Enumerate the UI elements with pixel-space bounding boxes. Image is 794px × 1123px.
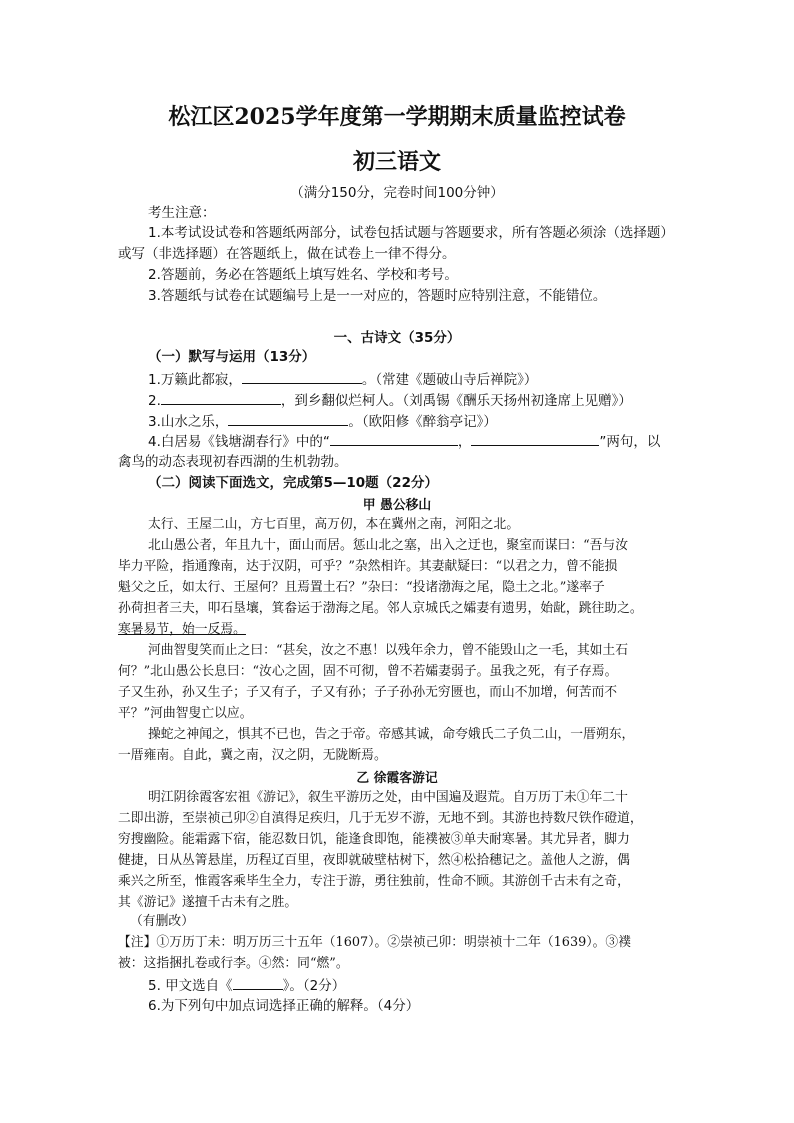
subsection-heading: （二）阅读下面选文，完成第5—10题（22分） [148, 475, 438, 491]
text-a-line: 操蛇之神闻之，惧其不已也，告之于帝。帝感其诚，命夸娥氏二子负二山，一厝朔东， [148, 727, 635, 742]
text-a-line: 魁父之丘，如太行、王屋何？且焉置土石？”杂曰：“投诸渤海之尾，隐土之北。”遂率子 [118, 580, 605, 595]
footnote-line: 被：这指捆扎卷或行李。④然：同“燃”。 [118, 956, 349, 971]
section-heading: 一、古诗文（35分） [333, 330, 461, 346]
notice-line: 2.答题前，务必在答题纸上填写姓名、学校和考号。 [148, 267, 458, 283]
text-b-line: 乘兴之所至，惟霞客乘毕生全力，专注于游，勇往独前，性命不顾。其游创千古未有之奇， [118, 874, 630, 889]
text-b-line: 健捷，日从丛箐悬崖，历程辽百里，夜即就破壁枯树下，然④松拾穗记之。盖他人之游，偶 [118, 853, 630, 868]
question-1 [148, 369, 537, 390]
text-a-line: 平？”河曲智叟亡以应。 [118, 706, 253, 721]
notice-line: 或写（非选择题）在答题纸上，做在试卷上一律不得分。 [118, 246, 456, 262]
question-text: 2. [148, 393, 161, 409]
text-b-line: 其《游记》遂擅千古未有之胜。 [118, 895, 298, 910]
answer-blank[interactable] [161, 390, 281, 405]
answer-blank[interactable] [228, 411, 348, 426]
text-a-line: 太行、王屋二山，方七百里，高万仞，本在冀州之南，河阳之北。 [148, 517, 520, 532]
answer-blank[interactable] [330, 431, 458, 446]
question-text: ， [457, 434, 472, 450]
notice-heading: 考生注意： [148, 205, 216, 221]
text-a-line: 子又生孙，孙又生子；子又有子，子又有孙；子子孙孙无穷匮也，而山不加增，何苦而不 [118, 685, 618, 700]
question-text: 4.白居易《钱塘湖春行》中的“ [148, 434, 330, 450]
question-text: 5. 甲文选自《 [148, 978, 233, 994]
text-b-title: 乙 徐霞客游记 [356, 771, 438, 786]
notice-line: 1.本考试设试卷和答题纸两部分，试卷包括试题与答题要求，所有答题必须涂（选择题） [148, 225, 674, 241]
text-a-underlined: 寒暑易节，始一反焉。 [118, 622, 246, 637]
answer-blank[interactable] [471, 431, 599, 446]
question-text: 1.万籁此都寂， [148, 372, 242, 388]
question-text: 。（欧阳修《醉翁亭记》） [348, 414, 497, 430]
text-a-title: 甲 愚公移山 [362, 498, 432, 513]
text-b-line: 穷搜幽险。能霜露下宿，能忍数日饥，能逢食即饱，能襆被③单夫耐寒暑。其尤异者，脚力 [118, 832, 630, 847]
subsection-heading: （一）默写与运用（13分） [148, 349, 316, 365]
text-a-line: 北山愚公者，年且九十，面山而居。惩山北之塞，出入之迂也，聚室而谋曰：“吾与汝 [148, 538, 629, 553]
exam-subject: 初三语文 [352, 149, 441, 175]
question-text: ”两句，以 [599, 434, 661, 450]
question-3 [148, 411, 497, 432]
text-a-line: 孙荷担者三夫，叩石垦壤，箕畚运于渤海之尾。邻人京城氏之孀妻有遗男，始龀，跳往助之。 [118, 601, 643, 616]
text-b-line: 二即出游，至崇祯己卯②自滇得足疾归，几于无岁不游，无地不到。其游也持数尺铁作磴道， [118, 811, 643, 826]
notice-line: 3.答题纸与试卷在试题编号上是一一对应的，答题时应特别注意，不能错位。 [148, 288, 607, 304]
text-a-line: 河曲智叟笑而止之曰：“甚矣，汝之不惠！以残年余力，曾不能毁山之一毛，其如土石 [148, 643, 629, 658]
question-5 [148, 975, 345, 996]
text-a-line: 毕力平险，指通豫南，达于汉阴，可乎？”杂然相许。其妻献疑曰：“以君之力，曾不能损 [118, 559, 618, 574]
question-4-cont: 禽鸟的动态表现初春西湖的生机勃勃。 [118, 454, 348, 470]
question-text: 》。（2分） [282, 978, 346, 994]
answer-blank[interactable] [233, 975, 283, 990]
question-text: 3.山水之乐， [148, 414, 229, 430]
text-b-note: （有删改） [130, 914, 194, 929]
question-text: ，到乡翻似烂柯人。（刘禹锡《酬乐天扬州初逢席上见赠》） [280, 393, 632, 409]
question-2 [148, 390, 632, 411]
text-b-line: 明江阴徐霞客宏祖《游记》，叙生平游历之处，由中国遍及遐荒。自万历丁未①年二十 [148, 790, 628, 805]
question-4 [148, 431, 660, 452]
question-text: 。（常建《题破山寺后禅院》） [361, 372, 538, 388]
exam-info: （满分150分，完卷时间100分钟） [290, 185, 504, 201]
answer-blank[interactable] [242, 369, 362, 384]
question-6: 6.为下列句中加点词选择正确的解释。（4分） [148, 998, 420, 1014]
exam-title: 松江区2025学年度第一学期期末质量监控试卷 [168, 104, 626, 130]
text-a-line: 一厝雍南。自此，冀之南，汉之阴，无陇断焉。 [118, 748, 387, 763]
footnote-line: 【注】①万历丁未：明万历三十五年（1607）。②崇祯己卯：明崇祯十二年（1639）。③襆 [118, 935, 632, 950]
text-a-line: 何？”北山愚公长息曰：“汝心之固，固不可彻，曾不若孀妻弱子。虽我之死，有子存焉。 [118, 664, 618, 679]
